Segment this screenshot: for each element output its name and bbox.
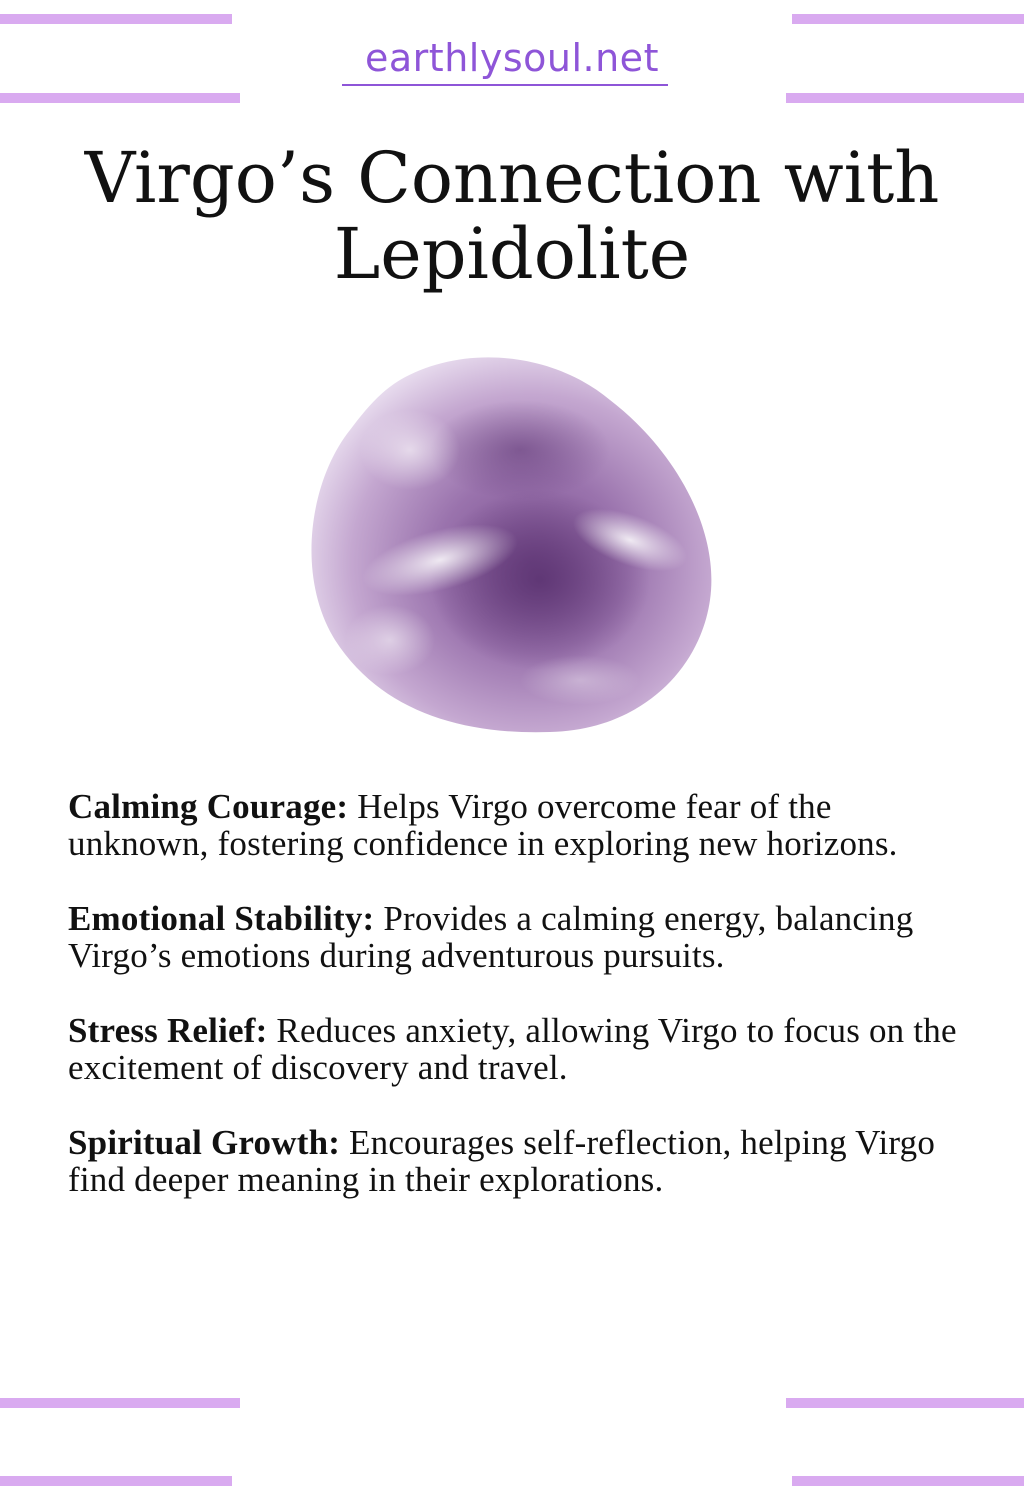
benefit-item: [68, 788, 968, 862]
benefit-text: Reduces anxiety, allowing Virgo to focus on the excitement of discovery and travel.: [68, 1011, 957, 1087]
benefit-label: Emotional Stability:: [68, 899, 375, 938]
title-line-2: Lepidolite: [333, 213, 691, 295]
benefit-text: Encourages self-reflection, helping Virgo find deeper meaning in their explorations.: [68, 1123, 936, 1199]
benefit-label: Stress Relief:: [68, 1011, 268, 1050]
lepidolite-stone-icon: [290, 340, 730, 744]
top-right-bar-2: [786, 93, 1024, 103]
benefit-text: Provides a calming energy, balancing Virgo’s emotions during adventurous pursuits.: [68, 899, 914, 975]
benefit-item: [68, 1124, 968, 1198]
top-left-bar-2: [0, 93, 240, 103]
top-right-bar-1: [792, 14, 1024, 24]
site-logo[interactable]: [0, 36, 1024, 80]
benefit-label: Spiritual Growth:: [68, 1123, 341, 1162]
bottom-left-bar-2: [0, 1476, 232, 1486]
logo-text: earthlysoul.net: [365, 36, 659, 80]
bottom-right-bar-1: [786, 1398, 1024, 1408]
bottom-left-bar-1: [0, 1398, 240, 1408]
benefits-list: [68, 788, 968, 1236]
benefit-item: [68, 1012, 968, 1086]
benefit-item: [68, 900, 968, 974]
title-line-1: Virgo’s Connection with: [84, 137, 940, 219]
bottom-right-bar-2: [792, 1476, 1024, 1486]
top-left-bar-1: [0, 14, 232, 24]
benefit-text: Helps Virgo overcome fear of the unknown, fostering confidence in exploring new horizons.: [68, 787, 898, 863]
logo-underline: [342, 84, 668, 86]
benefit-label: Calming Courage:: [68, 787, 349, 826]
page-title: [0, 137, 1024, 295]
